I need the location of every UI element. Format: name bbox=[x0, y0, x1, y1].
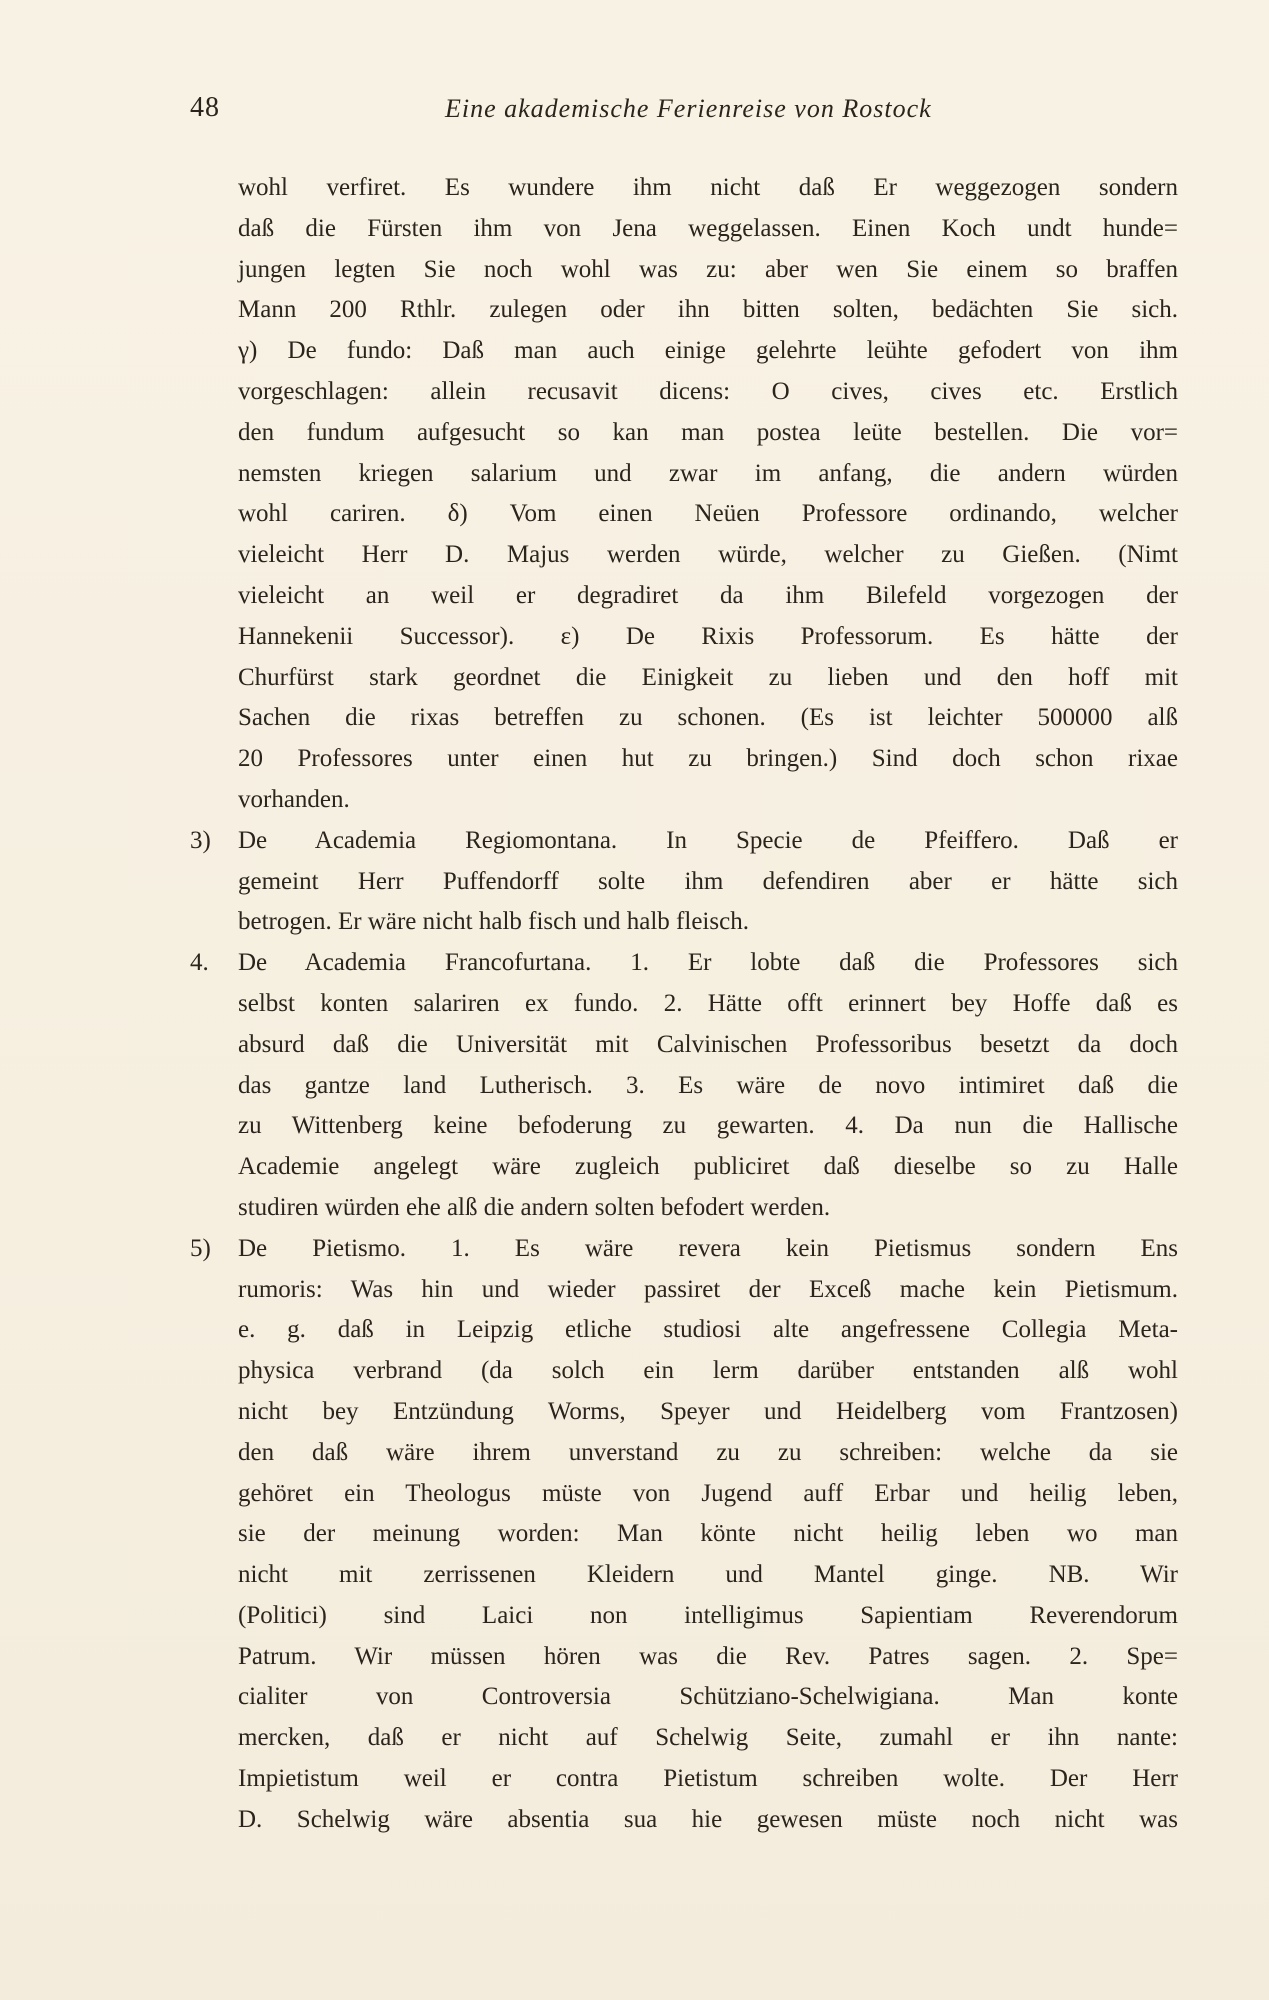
text-line bbox=[238, 454, 1178, 495]
list-number: 4. bbox=[190, 949, 209, 977]
line-text: Churfürst stark geordnet die Einigkeit zu lieben und den hoff mit bbox=[238, 663, 1178, 691]
text-line bbox=[238, 1759, 1178, 1800]
text-line bbox=[238, 209, 1178, 250]
text-line bbox=[238, 1392, 1178, 1433]
text-line bbox=[238, 535, 1178, 576]
body-text bbox=[190, 168, 1178, 1841]
text-line bbox=[238, 576, 1178, 617]
line-text: De Pietismo. 1. Es wäre revera kein Pietismus sondern Ens bbox=[238, 1234, 1178, 1262]
line-text: nemsten kriegen salarium und zwar im anfang, die andern würden bbox=[238, 459, 1178, 487]
line-text: 20 Professores unter einen hut zu bringen.) Sind doch schon rixae bbox=[238, 745, 1178, 773]
list-number: 3) bbox=[190, 826, 211, 854]
line-text: mercken, daß er nicht auf Schelwig Seite, zumahl er ihn nante: bbox=[238, 1724, 1178, 1752]
text-line bbox=[190, 1229, 1178, 1270]
line-text: studiren würden ehe alß die andern solten befodert werden. bbox=[238, 1193, 831, 1221]
text-line bbox=[238, 1596, 1178, 1637]
text-line bbox=[190, 821, 1178, 862]
text-line bbox=[238, 1677, 1178, 1718]
line-text: das gantze land Lutherisch. 3. Es wäre de novo intimiret daß die bbox=[238, 1071, 1178, 1099]
line-text: vorhanden. bbox=[238, 785, 350, 813]
text-line bbox=[238, 1270, 1178, 1311]
text-line bbox=[238, 1351, 1178, 1392]
text-line bbox=[238, 862, 1178, 903]
running-title: Eine akademische Ferienreise von Rostock bbox=[445, 94, 932, 123]
line-text: Mann 200 Rthlr. zulegen oder ihn bitten solten, bedächten Sie sich. bbox=[238, 296, 1178, 324]
line-text: Sachen die rixas betreffen zu schonen. (Es ist leichter 500000 alß bbox=[238, 704, 1178, 732]
text-line bbox=[238, 1025, 1178, 1066]
line-text: rumoris: Was hin und wieder passiret der Exceß mache kein Pietismum. bbox=[238, 1275, 1178, 1303]
text-line bbox=[238, 168, 1178, 209]
text-line bbox=[238, 1800, 1178, 1841]
text-line bbox=[238, 902, 1178, 943]
text-line bbox=[238, 413, 1178, 454]
line-text: jungen legten Sie noch wohl was zu: aber wen Sie einem so braffen bbox=[238, 255, 1178, 283]
page-number: 48 bbox=[190, 92, 220, 123]
text-line bbox=[238, 1106, 1178, 1147]
text-line bbox=[238, 372, 1178, 413]
text-line bbox=[190, 943, 1178, 984]
line-text: vieleicht an weil er degradiret da ihm Bilefeld vorgezogen der bbox=[238, 581, 1178, 609]
line-text: D. Schelwig wäre absentia sua hie gewesen müste noch nicht was bbox=[238, 1805, 1178, 1833]
text-line bbox=[238, 290, 1178, 331]
line-text: vieleicht Herr D. Majus werden würde, welcher zu Gießen. (Nimt bbox=[238, 541, 1178, 569]
text-line bbox=[238, 494, 1178, 535]
text-line bbox=[238, 1147, 1178, 1188]
line-text: den daß wäre ihrem unverstand zu zu schreiben: welche da sie bbox=[238, 1438, 1178, 1466]
text-line bbox=[238, 984, 1178, 1025]
line-text: Patrum. Wir müssen hören was die Rev. Patres sagen. 2. Spe= bbox=[238, 1642, 1178, 1670]
line-text: physica verbrand (da solch ein lerm darüber entstanden alß wohl bbox=[238, 1357, 1178, 1385]
line-text: cialiter von Controversia Schütziano-Schelwigiana. Man konte bbox=[238, 1683, 1178, 1711]
line-text: betrogen. Er wäre nicht halb fisch und halb fleisch. bbox=[238, 908, 749, 936]
line-text: nicht mit zerrissenen Kleidern und Mantel ginge. NB. Wir bbox=[238, 1561, 1178, 1589]
line-text: den fundum aufgesucht so kan man postea leüte bestellen. Die vor= bbox=[238, 418, 1178, 446]
text-line bbox=[238, 739, 1178, 780]
line-text: gemeint Herr Puffendorff solte ihm defendiren aber er hätte sich bbox=[238, 867, 1178, 895]
line-text: Hannekenii Successor). ε) De Rixis Professorum. Es hätte der bbox=[238, 622, 1178, 650]
text-line bbox=[238, 1066, 1178, 1107]
text-line bbox=[238, 1188, 1178, 1229]
line-text: daß die Fürsten ihm von Jena weggelassen. Einen Koch undt hunde= bbox=[238, 214, 1178, 242]
line-text: De Academia Regiomontana. In Specie de Pfeiffero. Daß er bbox=[238, 826, 1178, 854]
text-line bbox=[238, 1718, 1178, 1759]
text-line bbox=[238, 250, 1178, 291]
text-line bbox=[238, 1637, 1178, 1678]
page-header bbox=[190, 92, 1190, 132]
text-line bbox=[238, 780, 1178, 821]
line-text: vorgeschlagen: allein recusavit dicens: O cives, cives etc. Erstlich bbox=[238, 377, 1178, 405]
line-text: zu Wittenberg keine befoderung zu gewarten. 4. Da nun die Hallische bbox=[238, 1112, 1178, 1140]
list-number: 5) bbox=[190, 1234, 211, 1262]
text-line bbox=[238, 1433, 1178, 1474]
text-line bbox=[238, 658, 1178, 699]
text-line bbox=[238, 1474, 1178, 1515]
text-line bbox=[238, 1310, 1178, 1351]
line-text: Academie angelegt wäre zugleich publiciret daß dieselbe so zu Halle bbox=[238, 1153, 1178, 1181]
line-text: gehöret ein Theologus müste von Jugend auff Erbar und heilig leben, bbox=[238, 1479, 1178, 1507]
line-text: (Politici) sind Laici non intelligimus Sapientiam Reverendorum bbox=[238, 1601, 1178, 1629]
line-text: nicht bey Entzündung Worms, Speyer und Heidelberg vom Frantzosen) bbox=[238, 1397, 1178, 1425]
line-text: De Academia Francofurtana. 1. Er lobte daß die Professores sich bbox=[238, 949, 1178, 977]
line-text: sie der meinung worden: Man könte nicht heilig leben wo man bbox=[238, 1520, 1178, 1548]
text-line bbox=[238, 698, 1178, 739]
text-line bbox=[238, 617, 1178, 658]
line-text: wohl cariren. δ) Vom einen Neüen Professore ordinando, welcher bbox=[238, 500, 1178, 528]
line-text: absurd daß die Universität mit Calvinischen Professoribus besetzt da doch bbox=[238, 1030, 1178, 1058]
text-line bbox=[238, 331, 1178, 372]
line-text: Impietistum weil er contra Pietistum schreiben wolte. Der Herr bbox=[238, 1765, 1178, 1793]
line-text: e. g. daß in Leipzig etliche studiosi alte angefressene Collegia Meta- bbox=[238, 1316, 1178, 1344]
line-text: γ) De fundo: Daß man auch einige gelehrte leühte gefodert von ihm bbox=[238, 337, 1178, 365]
text-line bbox=[238, 1555, 1178, 1596]
line-text: wohl verfiret. Es wundere ihm nicht daß Er weggezogen sondern bbox=[238, 174, 1178, 201]
line-text: selbst konten salariren ex fundo. 2. Hätte offt erinnert bey Hoffe daß es bbox=[238, 989, 1178, 1017]
text-line bbox=[238, 1514, 1178, 1555]
